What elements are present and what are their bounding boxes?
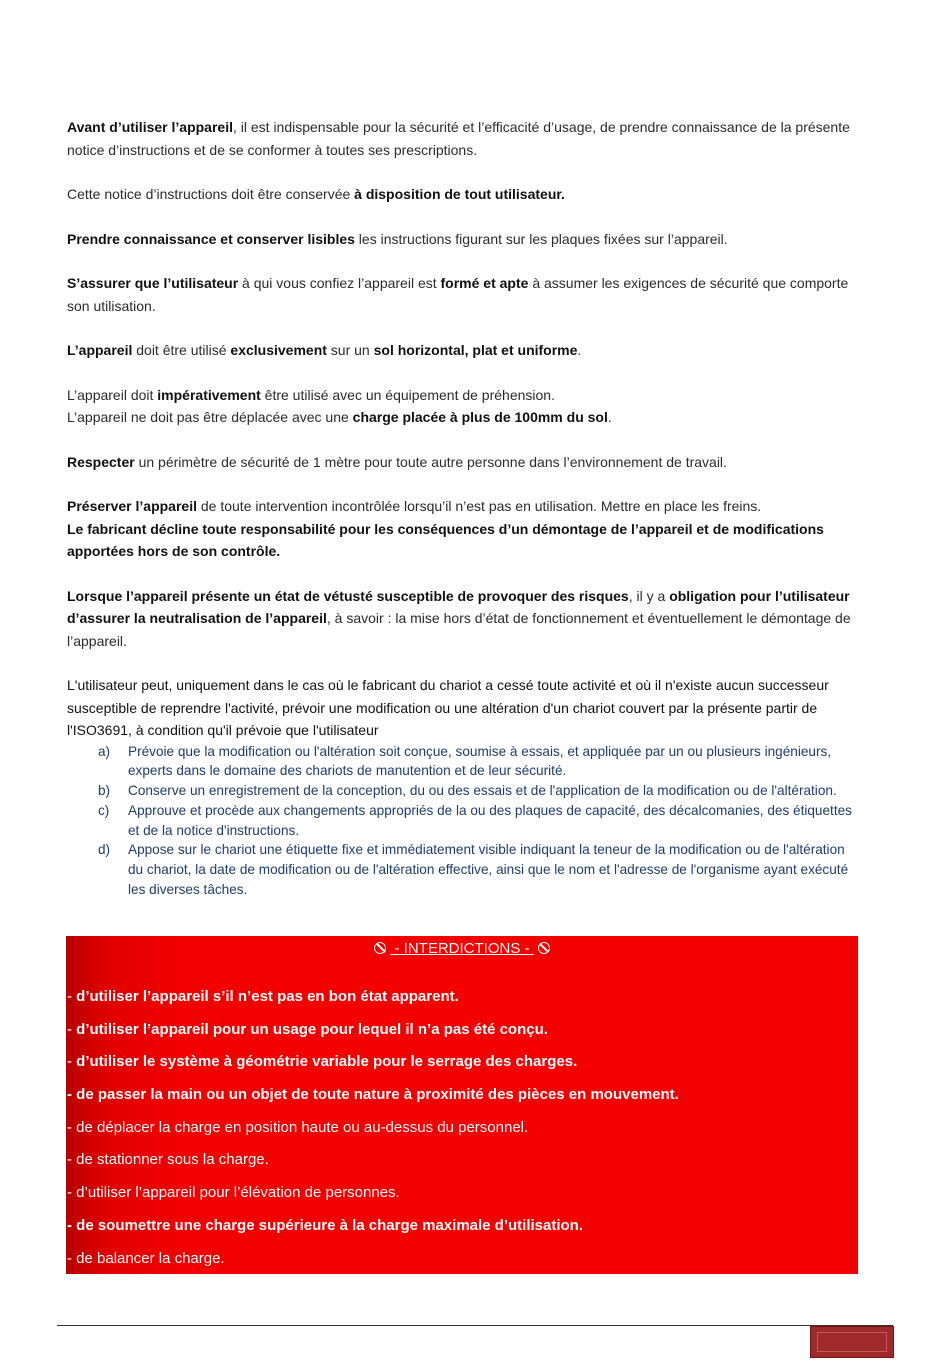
list-item bbox=[67, 742, 862, 782]
bold-text: S’assurer que l’utilisateur bbox=[67, 275, 239, 291]
interdictions-title-text: - INTERDICTIONS - bbox=[390, 940, 534, 957]
list-text: Appose sur le chariot une étiquette fixe et immédiatement visible indiquant la teneur de la modification ou de l'altération du chariot, la date de modification ou de l'altération effective, ainsi que le nom et l'adresse de l'organisme ayant exécuté les diverses tâches. bbox=[128, 842, 849, 898]
list-letter: a) bbox=[98, 743, 111, 759]
dash: - bbox=[67, 1118, 77, 1136]
text: , il y a bbox=[628, 587, 670, 604]
text: à assumer les exigences de sécurité que comporte son utilisation. bbox=[67, 275, 849, 314]
interdiction-text: de balancer la charge. bbox=[76, 1249, 225, 1267]
interdiction-item bbox=[66, 1051, 858, 1084]
modification-conditions-list bbox=[67, 742, 862, 900]
interdiction-text: d’utiliser l’appareil pour un usage pour lequel il n’a pas été conçu. bbox=[76, 1020, 548, 1038]
dash: - bbox=[67, 1020, 77, 1038]
interdiction-text: de déplacer la charge en position haute ou au-dessus du personnel. bbox=[76, 1118, 529, 1136]
paragraph-load-height bbox=[67, 406, 862, 429]
interdiction-text: de stationner sous la charge. bbox=[76, 1151, 269, 1169]
text: être utilisé avec un équipement de préhension. bbox=[260, 386, 555, 403]
list-item bbox=[67, 781, 862, 801]
dash: - bbox=[67, 1184, 77, 1202]
bold-text: Le fabricant décline toute responsabilité pour les conséquences d’un démontage de l’appareil et de modifications apportées hors de son contrôle. bbox=[67, 520, 824, 559]
paragraph-keep-notice bbox=[67, 183, 862, 206]
bold-text: à disposition de tout utilisateur. bbox=[354, 186, 565, 202]
paragraph-plates bbox=[67, 228, 862, 251]
dash: - bbox=[67, 1216, 77, 1234]
interdictions-title bbox=[66, 938, 858, 960]
text: L’appareil doit bbox=[67, 386, 158, 403]
text: L’appareil ne doit pas être déplacée avec une bbox=[67, 409, 353, 425]
paragraph-perimeter bbox=[67, 451, 862, 474]
list-text: Approuve et procède aux changements appropriés de la ou des plaques de capacité, des décalcomanies, des étiquettes et de la notice d'instructions. bbox=[128, 802, 852, 838]
interdiction-text: d’utiliser le système à géométrie variable pour le serrage des charges. bbox=[76, 1053, 578, 1071]
interdiction-text: d’utiliser l’appareil s’il n’est pas en bon état apparent. bbox=[76, 988, 459, 1005]
dash: - bbox=[67, 1053, 77, 1071]
text: sur un bbox=[326, 342, 374, 358]
bold-text: Respecter bbox=[67, 453, 135, 470]
bold-text: L’appareil bbox=[67, 342, 133, 358]
list-letter: b) bbox=[98, 783, 111, 799]
footer-divider bbox=[57, 1325, 893, 1326]
list-letter: c) bbox=[98, 802, 110, 818]
dash: - bbox=[67, 1151, 77, 1169]
list-item bbox=[67, 801, 862, 841]
dash: - bbox=[67, 1086, 77, 1104]
instructions-body bbox=[67, 116, 862, 900]
dash: - bbox=[67, 988, 77, 1005]
interdiction-text: de soumettre une charge supérieure à la charge maximale d’utilisation. bbox=[76, 1216, 584, 1234]
paragraph-trained-user bbox=[67, 272, 862, 317]
bold-text: obligation pour l’utilisateur d’assurer la neutralisation de l’appareil bbox=[67, 587, 850, 626]
text: L'utilisateur peut, uniquement dans le cas où le fabricant du chariot a cessé toute activité et où il n'existe aucun successeur susceptible de reprendre l'activité, prévoir une modification ou une altération d'un chariot couvert par la présente partir de l'ISO3691, à condition qu'il prévoie que l'utilisateur bbox=[67, 677, 829, 738]
bold-text: Prendre connaissance et conserver lisibles bbox=[67, 230, 355, 247]
interdiction-item bbox=[66, 1248, 858, 1281]
paragraph-preserve bbox=[67, 495, 862, 518]
bold-text: formé et apte bbox=[440, 275, 529, 291]
interdiction-item bbox=[66, 1149, 858, 1182]
text: à qui vous confiez l’appareil est bbox=[238, 275, 441, 291]
paragraph-liability bbox=[67, 518, 862, 563]
list-text: Conserve un enregistrement de la conception, du ou des essais et de l'application de la modification ou de l'altération. bbox=[128, 783, 837, 799]
interdictions-box bbox=[66, 936, 858, 1274]
paragraph-modification bbox=[67, 674, 862, 742]
bold-text: exclusivement bbox=[230, 342, 327, 358]
interdiction-item bbox=[66, 1084, 858, 1117]
bold-text: Préserver l’appareil bbox=[67, 498, 197, 514]
interdiction-text: d’utiliser l’appareil pour l’élévation de personnes. bbox=[76, 1184, 400, 1202]
interdiction-item bbox=[66, 1019, 858, 1052]
interdiction-item bbox=[66, 1182, 858, 1215]
interdiction-item bbox=[66, 1117, 858, 1150]
text: Cette notice d’instructions doit être conservée bbox=[67, 186, 355, 202]
list-text: Prévoie que la modification ou l'altération soit conçue, soumise à essais, et appliquée par un ou plusieurs ingénieurs, experts dans le domaine des chariots de manutention et de leur sécurité. bbox=[128, 743, 832, 779]
prohibition-icon bbox=[538, 942, 550, 954]
paragraph-read-notice bbox=[67, 116, 862, 161]
list-item bbox=[67, 840, 862, 899]
text: de toute intervention incontrôlée lorsqu’il n’est pas en utilisation. Mettre en place les freins. bbox=[196, 498, 762, 514]
text: . bbox=[607, 409, 612, 425]
bold-text: Lorsque l’appareil présente un état de vétusté susceptible de provoquer des risques bbox=[67, 587, 629, 604]
bold-text: impérativement bbox=[157, 386, 261, 403]
text: les instructions figurant sur les plaques fixées sur l’appareil. bbox=[354, 230, 728, 247]
interdiction-item bbox=[66, 1215, 858, 1248]
list-letter: d) bbox=[98, 842, 111, 858]
paragraph-floor bbox=[67, 339, 862, 362]
interdiction-item bbox=[66, 986, 858, 1019]
bold-text: charge placée à plus de 100mm du sol bbox=[352, 409, 608, 425]
dash: - bbox=[67, 1249, 77, 1267]
text: un périmètre de sécurité de 1 mètre pour toute autre personne dans l’environnement de travail. bbox=[134, 453, 727, 470]
interdiction-text: de passer la main ou un objet de toute nature à proximité des pièces en mouvement. bbox=[76, 1086, 679, 1104]
paragraph-neutralisation bbox=[67, 585, 862, 653]
prohibition-icon bbox=[374, 942, 386, 954]
text: . bbox=[577, 342, 582, 358]
paragraph-gripping bbox=[67, 384, 862, 407]
bold-text: sol horizontal, plat et uniforme bbox=[373, 342, 578, 358]
text: , à savoir : la mise hors d’état de fonctionnement et éventuellement le démontage de l’appareil. bbox=[67, 610, 851, 649]
interdictions-list bbox=[66, 986, 858, 1280]
text: doit être utilisé bbox=[132, 342, 231, 358]
footer-page-marker bbox=[810, 1326, 894, 1358]
text: , il est indispensable pour la sécurité et l’efficacité d’usage, de prendre connaissance de la présente notice d’instructions et de se conformer à toutes ses prescriptions. bbox=[67, 119, 850, 158]
footer-page-marker-inner bbox=[817, 1332, 887, 1352]
bold-text: Avant d’utiliser l’appareil bbox=[67, 119, 233, 135]
